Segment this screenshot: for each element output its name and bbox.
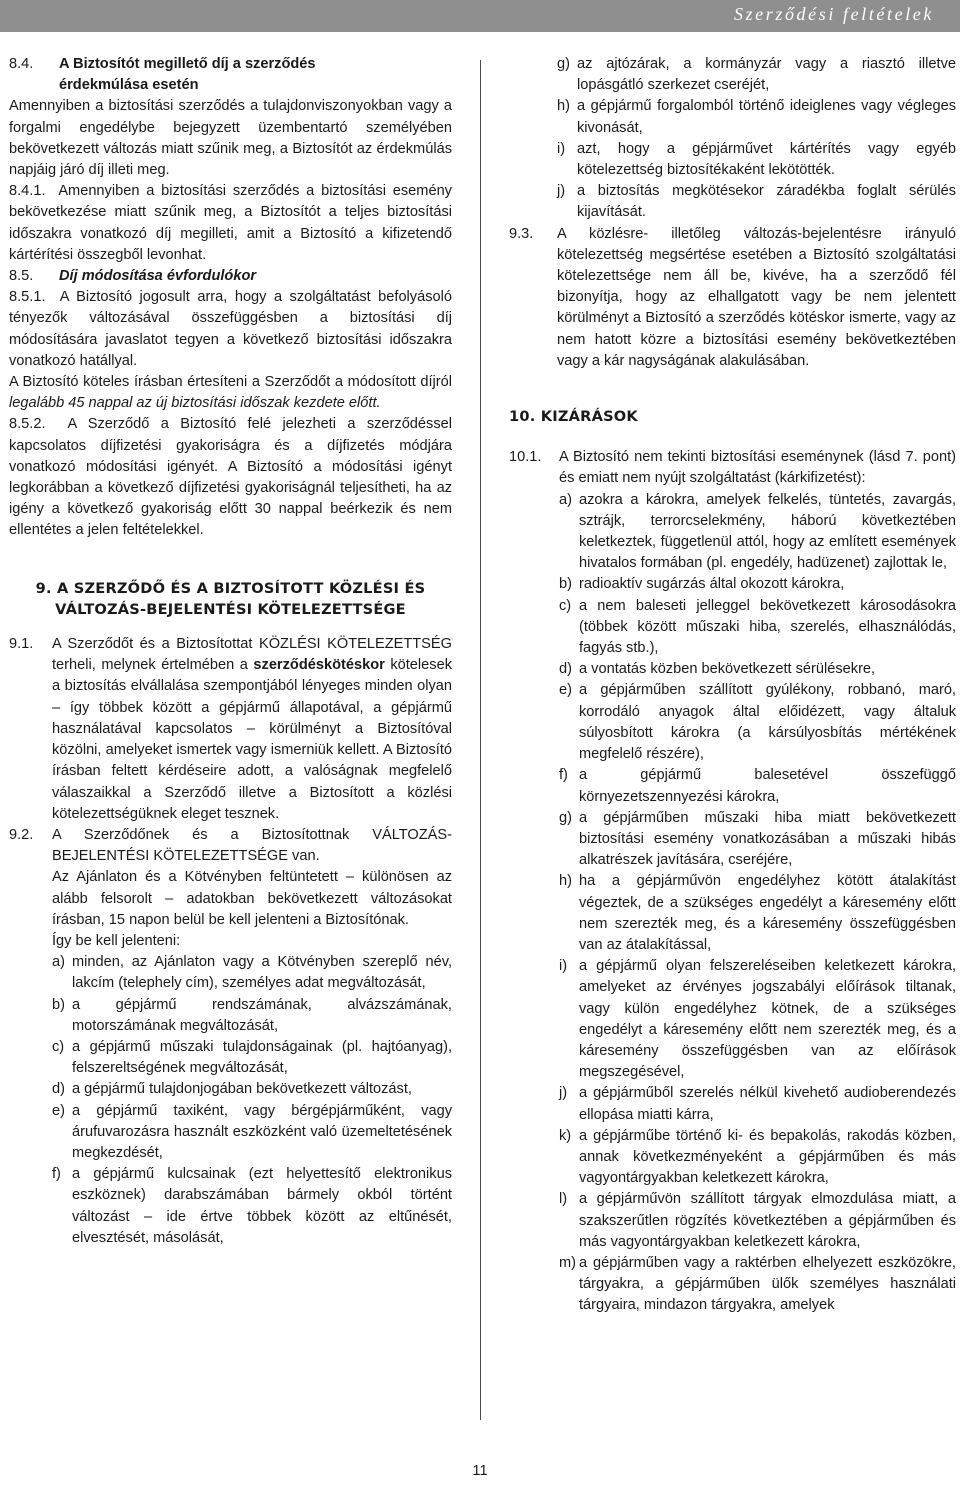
emphasis-text: szerződéskötéskor xyxy=(253,657,385,674)
chapter-10-heading: 10. KIZÁRÁSOK xyxy=(509,408,638,426)
list-letter: c) xyxy=(52,1038,65,1055)
section-text-cont: kötelesek a biztosítás elvállalása szempontjából lényeges minden olyan – így többek között a gépjármű állapotával, a gépjármű használatával kapcsolatos – körülményt a Biztosítóval közölni, amelyeket ismertek vagy ismerniük kellett. A Biztosító írásban feltett kérdéseire adott, a valóságnak megfelelő válaszaikkal a Szerződő illetve a Biztosított a közlési kötelezettségüknek eleget tesznek. xyxy=(52,657,452,822)
section-text-2: Az Ajánlaton és a Kötvényben feltüntetett – különösen az alább felsorolt – adatokban bekövetkezett változásokat írásban, 15 napon belül be kell jelenteni a Biztosítónak. xyxy=(52,869,452,928)
section-10-1 xyxy=(509,447,956,1316)
list-item xyxy=(52,952,452,994)
spacer xyxy=(509,427,956,447)
list-text: a gépjármű kulcsainak (ezt helyettesítő elektronikus eszköznek) darabszámában bármely okból történt változást – ide értve többek között az eltűnését, elvesztését, másolását, xyxy=(72,1166,452,1246)
list-text: azokra a károkra, amelyek felkelés, tüntetés, zavargás, sztrájk, terrorcselekmény, háború következtében keletkeztek, függetlenül attól, hogy az említett események hivatalos formában (pl. engedély, hadüzenet) zajlottak le, xyxy=(579,491,956,572)
list-letter: i) xyxy=(559,958,568,975)
section-8-4-1 xyxy=(9,181,452,266)
list-letter: e) xyxy=(52,1102,65,1119)
list-item xyxy=(52,995,452,1037)
list-item xyxy=(559,680,956,765)
section-number: 9.3. xyxy=(509,225,534,242)
list-letter: h) xyxy=(559,873,572,890)
list-text: a gépjármű forgalomból történő ideiglenes vagy végleges kivonását, xyxy=(577,98,956,136)
list-item xyxy=(52,1079,452,1100)
section-text-3: Így be kell jelenteni: xyxy=(52,932,181,949)
list-item xyxy=(559,1126,956,1190)
list-item xyxy=(557,139,956,181)
list-letter: d) xyxy=(52,1081,65,1098)
list-letter: g) xyxy=(557,56,570,72)
list-item xyxy=(52,1037,452,1079)
list-text: a vontatás közben bekövetkezett sérülésekre, xyxy=(579,661,876,678)
section-text: A közlésre- illetőleg változás-bejelentésre irányuló kötelezettség megsértése esetében a Biztosító szolgáltatási kötelezettsége nem áll be, kivéve, ha a szerződő fél bizonyítja, hogy az elhallgatott vagy be nem jelentett körülményt a Biztosító a szerződés kötéskor ismerte, vagy az nem hatott közre a biztosítási esemény bekövetkeztében vagy a kár nagyságának alakulásában. xyxy=(557,225,956,369)
section-text: A Biztosító nem tekinti biztosítási eseménynek (lásd 7. pont) és emiatt nem nyújt szolgáltatást (kárkifizetést): xyxy=(559,449,956,487)
list-item xyxy=(559,596,956,660)
emphasis-text: legalább 45 nappal az új biztosítási időszak kezdete előtt. xyxy=(9,395,381,412)
list-letter: g) xyxy=(559,809,572,826)
list-item xyxy=(559,1189,956,1253)
list-text: a gépjármű tulajdonjogában bekövetkezett változást, xyxy=(72,1081,412,1098)
list-item xyxy=(52,1164,452,1249)
spacer xyxy=(9,542,452,578)
list-letter: h) xyxy=(557,98,570,115)
list-text: a gépjárműben szállított gyúlékony, robbanó, maró, korrodáló anyagok által előidézett, vagy általuk súlyosbított károkra (a kársúlyosbítás mértékének megfelelő részére), xyxy=(579,682,956,763)
section-number: 8.4. xyxy=(9,56,34,72)
list-text: azt, hogy a gépjárművet kártérítés vagy egyéb kötelezettség biztosítékaként lekötötték. xyxy=(577,140,956,179)
section-text: A Szerződőnek és a Biztosítottnak VÁLTOZÁS-BEJELENTÉSI KÖTELEZETTSÉGE van. xyxy=(52,826,452,865)
chapter-9-heading xyxy=(9,578,452,620)
left-column xyxy=(9,54,452,1249)
list-text: a gépjármű műszaki tulajdonságainak (pl. hajtóanyag), felszereltségének megváltozását, xyxy=(72,1038,452,1077)
section-heading: Díj módosítása évfordulókor xyxy=(59,268,257,285)
list-letter: k) xyxy=(559,1127,572,1144)
spacer xyxy=(509,372,956,406)
list-text: a gépjárműből szerelés nélkül kivehető audioberendezés ellopása miatti kárra, xyxy=(579,1085,956,1123)
list-letter: j) xyxy=(557,183,566,200)
section-8-5-1 xyxy=(9,287,452,372)
section-text: Amennyiben a biztosítási szerződés a biztosítási esemény bekövetkezése miatt szűnik meg, a Biztosítót a teljes biztosítási időszakra vonatkozó díj megilleti, amit a Biztosító a kifizetendő kártérítési összegből levonhat. xyxy=(9,183,452,263)
section-number: 9.2. xyxy=(9,826,34,843)
spacer xyxy=(9,620,452,634)
list-item xyxy=(559,659,956,680)
list-item xyxy=(559,1083,956,1125)
section-text: A Szerződőt és a Biztosítottat KÖZLÉSI KÖTELEZETTSÉG terheli, melynek értelmében a xyxy=(52,636,452,674)
list-item xyxy=(52,1101,452,1165)
header-title: Szerződési feltételek xyxy=(733,4,934,24)
list-letter: a) xyxy=(52,954,65,971)
section-8-4 xyxy=(9,54,452,96)
section-number: 8.5.2. xyxy=(9,416,46,433)
section-9-1 xyxy=(9,634,452,825)
section-heading-line2: érdekmúlása esetén xyxy=(59,77,199,94)
change-list-continued xyxy=(509,54,956,224)
section-text: A Szerződő a Biztosító felé jelezheti a szerződéssel kapcsolatos díjfizetési gyakoriságra és a díjfizetés módjára vonatkozó módosítási igényét. A Biztosító a módosítási igényt legkorábban a következő díjfizetési gyakoriságnál teljesítheti, ha az igény a következő gyakoriság előtt 30 nappal beérkezik és nem ellentétes a jelen feltételekkel. xyxy=(9,416,452,539)
list-text: minden, az Ajánlaton vagy a Kötvényben szereplő név, lakcím (telephely cím), személyes adat megváltozását, xyxy=(72,954,452,992)
list-item xyxy=(559,765,956,807)
list-letter: b) xyxy=(559,576,572,593)
list-letter: f) xyxy=(559,767,568,784)
list-text: a gépjárművön szállított tárgyak elmozdulása miatt, a szakszerűtlen rögzítés következtében a gépjárműben és más vagyontárgyakban keletkezett károkra, xyxy=(579,1191,956,1250)
section-8-5 xyxy=(9,266,452,287)
section-number: 8.5.1. xyxy=(9,289,46,306)
section-8-4-text: Amennyiben a biztosítási szerződés a tulajdonviszonyokban vagy a forgalmi engedélybe bejegyzett üzembentartó személyében bekövetkezett változás miatt szűnik meg, a Biztosítót az érdekmúlás napjáig járó díj illeti meg. xyxy=(9,98,452,179)
section-number: 10.1. xyxy=(509,449,542,466)
list-letter: i) xyxy=(557,140,566,157)
list-item xyxy=(559,490,956,575)
list-letter: l) xyxy=(559,1191,568,1208)
section-heading: A Biztosítót megillető díj a szerződés xyxy=(59,56,316,72)
list-text: a gépjármű olyan felszereléseiben keletkezett károkra, amelyeket az érvényes jogszabályi előírások tiltanak, vagy külön engedélyhez kötnek, de a szükséges engedélyt a káresemény előtt nem szerezték meg, és a káresemény összefüggésben van az előírások megszegésével, xyxy=(579,958,956,1081)
list-text: ha a gépjárművön engedélyhez kötött átalakítást végeztek, de a szükséges engedélyt a káresemény előtt nem szerezték meg, és a káresemény összefüggésben van az átalakítással, xyxy=(579,873,956,953)
list-letter: e) xyxy=(559,682,572,699)
section-9-2 xyxy=(9,825,452,1249)
list-item xyxy=(559,956,956,1083)
exclusion-list xyxy=(559,490,956,1317)
list-item xyxy=(557,96,956,138)
list-letter: b) xyxy=(52,996,65,1013)
list-text: a gépjárműben vagy a raktérben elhelyezett eszközökre, tárgyakra, a gépjárműben ülők személyes használati tárgyaira, mindazon tárgyakra, amelyek xyxy=(579,1254,956,1314)
chapter-title-line2: VÁLTOZÁS-BEJELENTÉSI KÖTELEZETTSÉGE xyxy=(55,600,406,618)
list-item xyxy=(557,181,956,223)
list-text: radioaktív sugárzás által okozott károkra, xyxy=(579,576,845,593)
right-column xyxy=(509,54,956,1317)
chapter-title-line1: 9. A SZERZŐDŐ ÉS A BIZTOSÍTOTT KÖZLÉSI ÉS xyxy=(35,579,426,597)
section-number: 8.5. xyxy=(9,268,34,285)
section-number: 8.4.1. xyxy=(9,183,46,200)
section-8-5-2 xyxy=(9,414,452,541)
list-text: a gépjármű rendszámának, alvázszámának, motorszámának megváltozását, xyxy=(72,996,452,1034)
list-letter: d) xyxy=(559,661,572,678)
list-item xyxy=(559,574,956,595)
list-text: a gépjármű balesetével összefüggő környezetszennyezési károkra, xyxy=(579,767,956,805)
list-letter: a) xyxy=(559,491,572,508)
list-letter: j) xyxy=(559,1085,568,1102)
list-text: a gépjármű taxiként, vagy bérgépjárműként, vagy árufuvarozásra használt eszközként való üzemeltetésének megkezdését, xyxy=(72,1102,452,1161)
list-text: a nem baleseti jelleggel bekövetkezett károsodásokra (többek között műszaki hiba, szerelés, elhasználódás, fagyás stb.), xyxy=(579,597,956,657)
section-9-3 xyxy=(509,224,956,372)
list-text: a biztosítás megkötésekor záradékba foglalt sérülés kijavítását. xyxy=(577,183,956,221)
list-item xyxy=(559,1253,956,1317)
change-list xyxy=(52,952,452,1249)
section-number: 9.1. xyxy=(9,636,34,653)
list-text: a gépjárműbe történő ki- és bepakolás, rakodás közben, annak következményeként a gépjárműben és más vagyontárgyakban keletkezett károkra, xyxy=(579,1127,956,1187)
list-text: a gépjárműben műszaki hiba miatt bekövetkezett biztosítási esemény vonatkozásában a műszaki hibás alkatrészek javítására, cseréjére, xyxy=(579,809,956,869)
page-number: 11 xyxy=(472,1463,488,1479)
page-header xyxy=(0,0,960,32)
section-text: A Biztosító jogosult arra, hogy a szolgáltatást befolyásoló tényezők változásával összefüggésben a biztosítási díj módosítására javaslatot tegyen a következő biztosítási időszakra vonatkozó hatállyal. xyxy=(9,289,452,369)
list-letter: m) xyxy=(559,1254,577,1271)
list-item xyxy=(559,808,956,872)
list-item xyxy=(559,871,956,956)
list-item xyxy=(557,54,956,96)
section-8-5-1-text2 xyxy=(9,372,452,414)
list-letter: f) xyxy=(52,1166,61,1183)
list-letter: c) xyxy=(559,597,572,614)
column-divider xyxy=(480,60,481,1420)
section-text: A Biztosító köteles írásban értesíteni a Szerződőt a módosított díjról xyxy=(9,374,452,391)
list-text: az ajtózárak, a kormányzár vagy a riasztó illetve lopásgátló szerkezet cseréjét, xyxy=(577,56,956,94)
